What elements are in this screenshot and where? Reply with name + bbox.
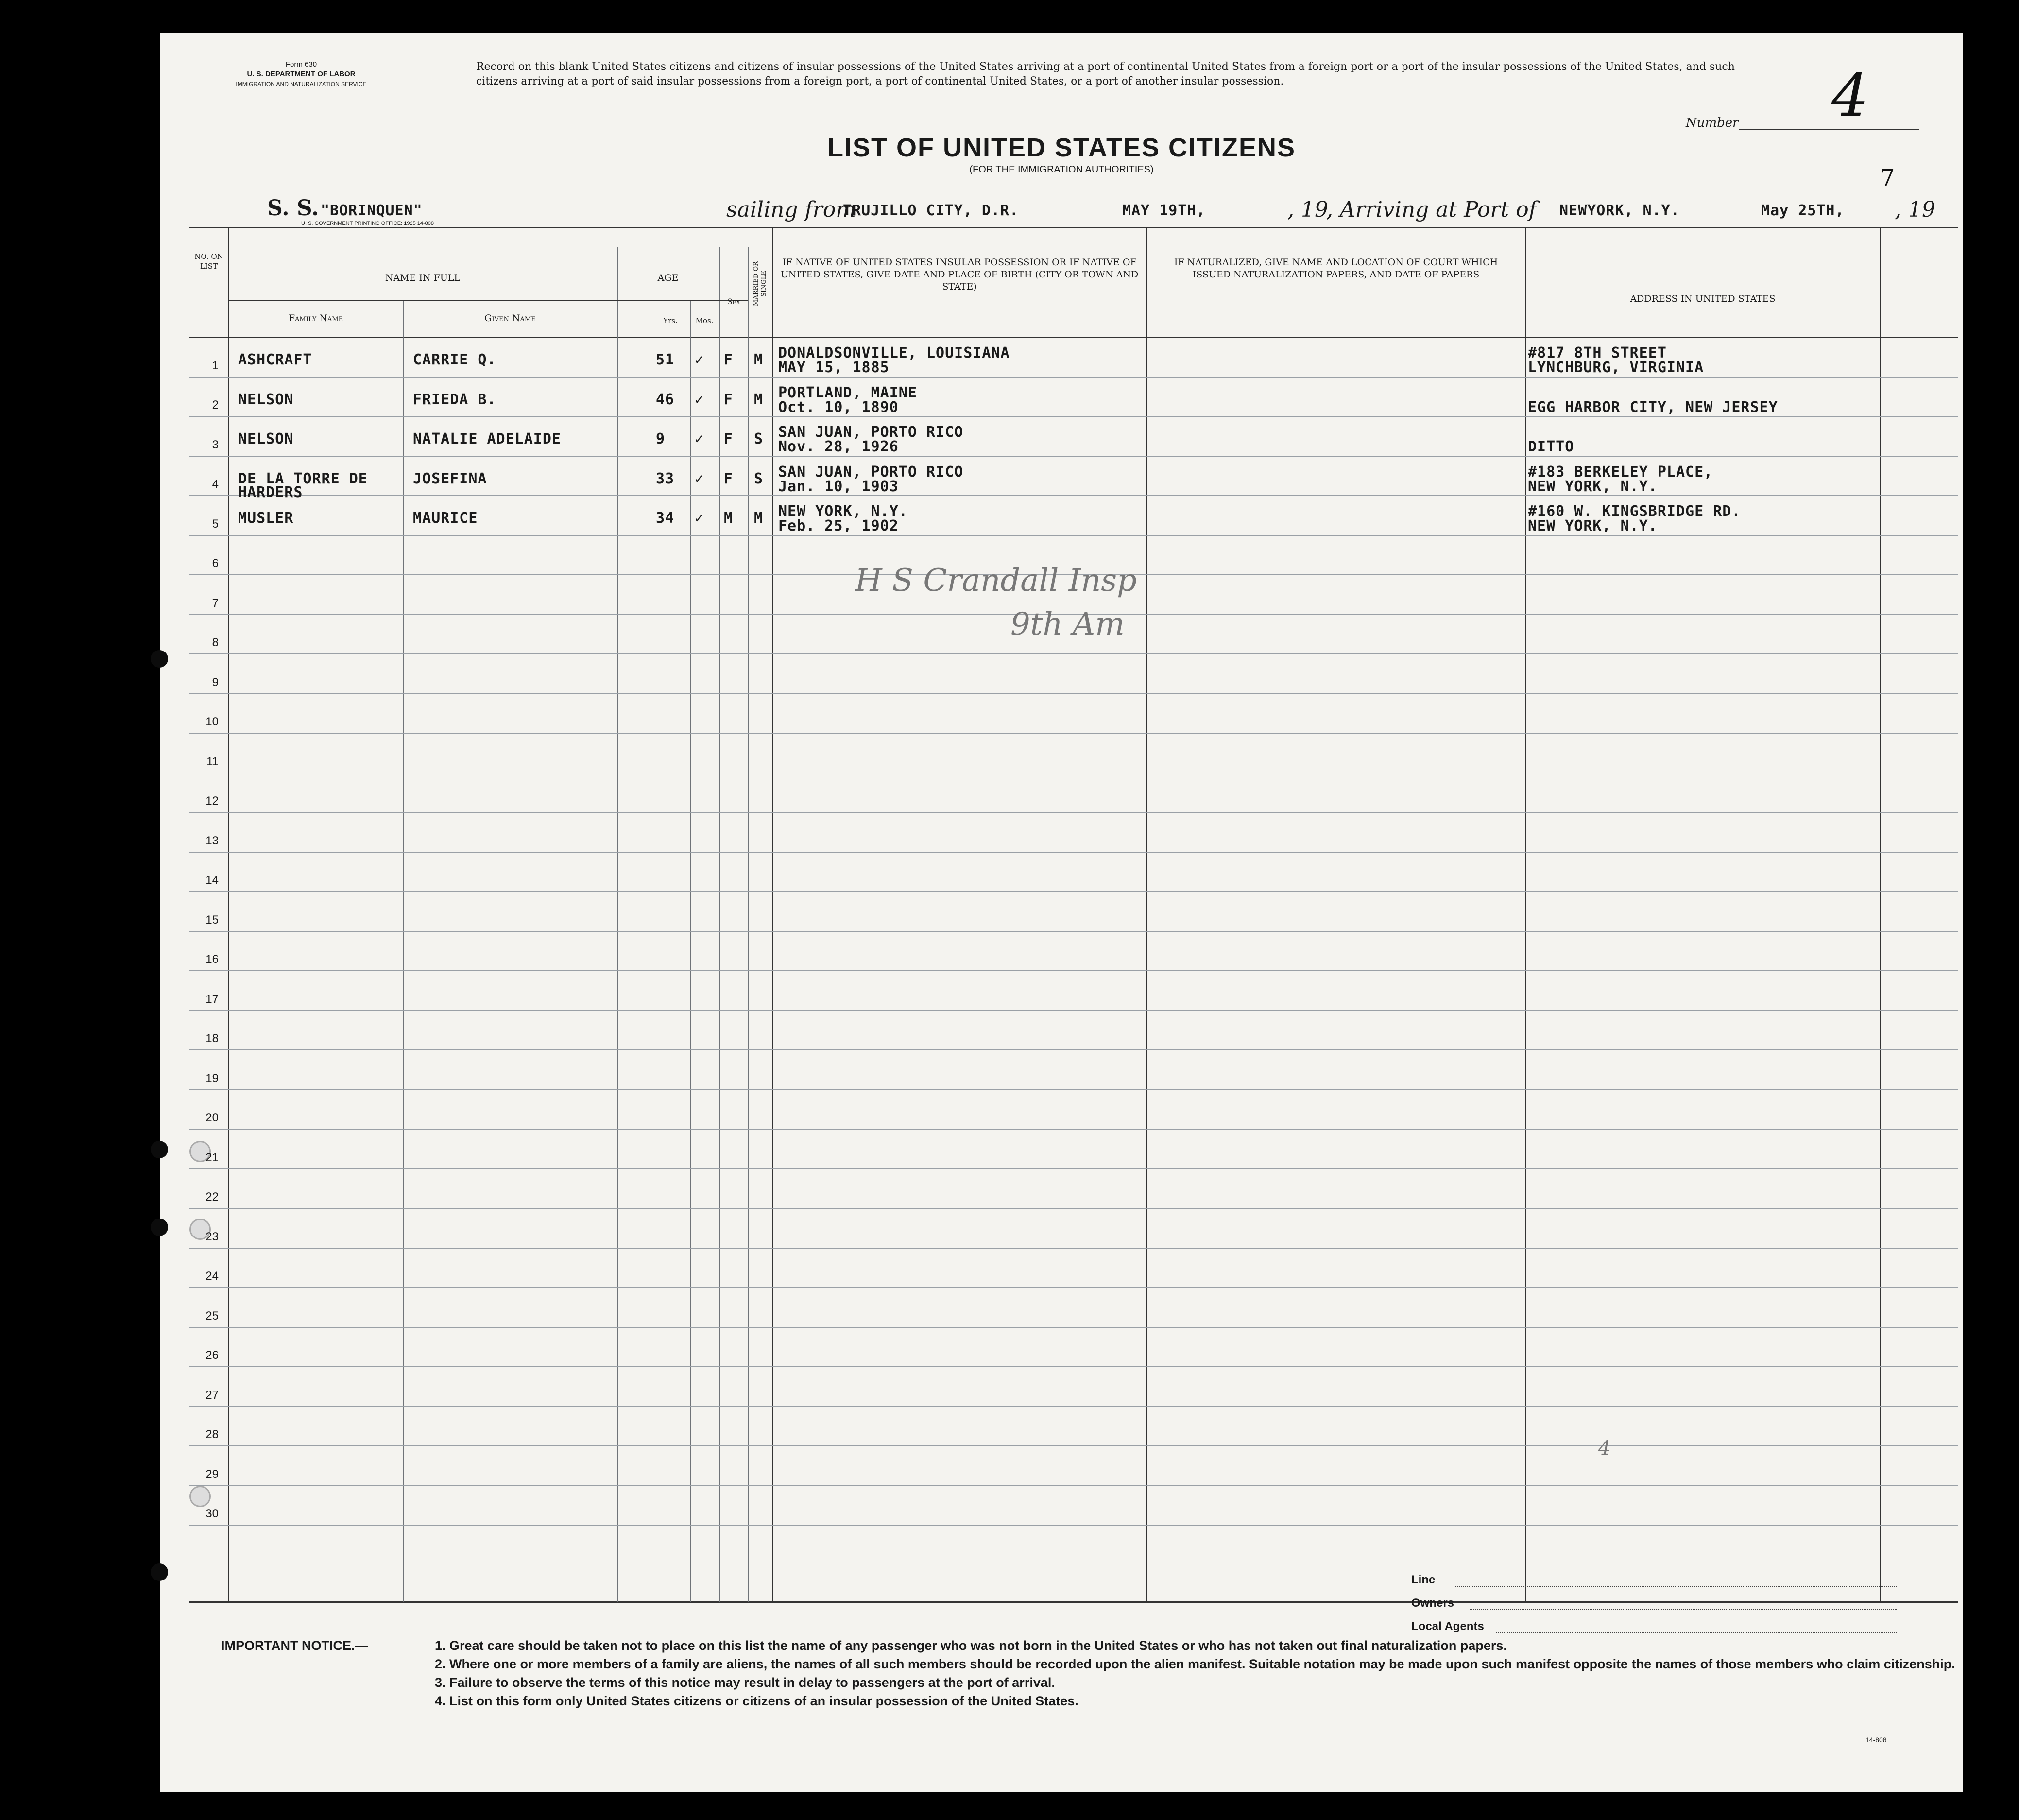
sex: F	[724, 470, 734, 487]
owners-label: Owners	[1411, 1597, 1454, 1610]
address-line2: LYNCHBURG, VIRGINIA	[1528, 359, 1704, 376]
table-row	[189, 503, 1880, 549]
table-row	[189, 344, 1880, 390]
row-number: 7	[212, 596, 219, 610]
address-line2: EGG HARBOR CITY, NEW JERSEY	[1528, 398, 1778, 416]
age-years: 9	[656, 430, 666, 447]
row-rule	[189, 733, 1958, 734]
row-rule	[189, 1485, 1958, 1486]
ship-name: "BORINQUEN"	[321, 202, 423, 219]
table-row	[189, 384, 1880, 430]
sailing-from: TRUJILLO CITY, D.R.	[843, 202, 1019, 219]
birth-place: PORTLAND, MAINE	[778, 384, 917, 401]
row-rule	[189, 1168, 1958, 1169]
form-number: Form 630	[285, 60, 317, 69]
row-rule	[189, 1287, 1958, 1288]
address-line1: #183 BERKELEY PLACE,	[1528, 463, 1713, 481]
age-years: 51	[656, 351, 675, 368]
birth-place: SAN JUAN, PORTO RICO	[778, 424, 964, 441]
row-rule	[189, 1406, 1958, 1407]
birth-date: Oct. 10, 1890	[778, 398, 899, 416]
age-months: ✓	[695, 351, 704, 368]
line-label: Line	[1411, 1573, 1436, 1586]
row-number: 25	[205, 1309, 219, 1322]
notice-item: 3. Failure to observe the terms of this notice may result in delay to passengers at the port of arrival.	[435, 1675, 1055, 1690]
row-rule	[189, 1049, 1958, 1050]
row-number: 2	[212, 398, 219, 412]
arrival-port: NEWYORK, N.Y.	[1559, 202, 1680, 219]
family-name: NELSON	[238, 430, 294, 447]
row-number: 1	[212, 359, 219, 372]
arrival-date: May 25TH,	[1761, 202, 1845, 219]
col-header-age: AGE	[657, 273, 679, 283]
age-years: 33	[656, 470, 675, 487]
col-header-yrs: Yrs.	[663, 316, 678, 325]
punch-hole	[151, 650, 168, 668]
row-number: 15	[205, 913, 219, 927]
number-label: Number	[1686, 116, 1739, 130]
row-number: 27	[205, 1388, 219, 1402]
row-number: 14	[205, 874, 219, 887]
form-id-block	[204, 60, 398, 89]
row-number: 6	[212, 557, 219, 570]
service-name: IMMIGRATION AND NATURALIZATION SERVICE	[236, 81, 367, 87]
birth-place: NEW YORK, N.Y.	[778, 503, 908, 520]
row-number: 8	[212, 636, 219, 649]
col-header-name: NAME IN FULL	[385, 273, 461, 283]
row-number: 16	[205, 953, 219, 966]
row-rule	[189, 1366, 1958, 1367]
arriving-label: , Arriving at Port of	[1326, 197, 1537, 222]
age-years: 34	[656, 510, 675, 527]
birth-date: Jan. 10, 1903	[778, 478, 899, 495]
notice-item: 2. Where one or more members of a family are aliens, the names of all such members should be recorded upon the alien manifest. Suitable notation may be made upon such manifest opposite the names of those members who claim citizenship.	[435, 1657, 1955, 1671]
row-number: 10	[205, 715, 219, 728]
sailing-date: MAY 19TH,	[1122, 202, 1206, 219]
form-instructions: Record on this blank United States citizens and citizens of insular possessions of the United States arriving at a port of continental United States from a foreign port or a port of the insular possessions of the United States, and such citizens arriving at a port of said insular possessions from a foreign port, a port of continental United States, or a port of another insular possession.	[476, 61, 1735, 87]
col-header-mos: Mos.	[695, 316, 714, 325]
footer-fields	[1411, 1573, 1897, 1643]
col-header-married: MARRIED OR SINGLE	[753, 261, 768, 306]
family-name: DE LA TORRE DE	[238, 470, 368, 487]
number-field	[1686, 62, 1919, 135]
address-line1: #817 8TH STREET	[1528, 344, 1667, 361]
row-number: 28	[205, 1428, 219, 1441]
sex: F	[724, 391, 734, 408]
inspector-signature: H S Crandall Insp	[855, 563, 1137, 599]
notice-item: 1. Great care should be taken not to place on this list the name of any passenger who was not born in the United States or who has not taken out final naturalization papers.	[435, 1638, 1507, 1653]
given-name: JOSEFINA	[413, 470, 487, 487]
sex: F	[724, 430, 734, 447]
sex: M	[724, 510, 734, 527]
row-number: 23	[205, 1230, 219, 1243]
birth-place: DONALDSONVILLE, LOUISIANA	[778, 344, 1010, 361]
punch-hole	[151, 1563, 168, 1581]
sex: F	[724, 351, 734, 368]
row-number: 5	[212, 517, 219, 531]
row-number: 19	[205, 1071, 219, 1085]
row-rule	[189, 653, 1958, 654]
col-header-birth: IF NATIVE OF UNITED STATES INSULAR POSSESSION OR IF NATIVE OF UNITED STATES, GIVE DATE AND PLACE OF BIRTH (CITY OR TOWN AND STATE)	[780, 257, 1139, 292]
row-rule	[189, 891, 1958, 892]
age-months: ✓	[695, 470, 704, 487]
birth-date: MAY 15, 1885	[778, 359, 890, 376]
row-number: 30	[205, 1507, 219, 1520]
row-rule	[189, 1248, 1958, 1249]
row-number: 12	[205, 794, 219, 807]
row-number: 9	[212, 675, 219, 689]
row-number: 17	[205, 992, 219, 1006]
manifest-sheet	[160, 33, 1963, 1792]
family-name: MUSLER	[238, 510, 294, 527]
sailing-label: sailing from	[726, 197, 856, 222]
punch-hole	[151, 1219, 168, 1236]
address-line2: NEW YORK, N.Y.	[1528, 517, 1658, 534]
inspector-note: 9th Am	[1010, 606, 1125, 642]
col-header-naturalized: IF NATURALIZED, GIVE NAME AND LOCATION OF COURT WHICH ISSUED NATURALIZATION PAPERS, AND DATE OF PAPERS	[1174, 257, 1498, 280]
family-name: ASHCRAFT	[238, 351, 312, 368]
address-line2: DITTO	[1528, 438, 1574, 455]
arrival-year: , 19	[1895, 197, 1935, 222]
row-rule	[189, 1129, 1958, 1130]
row-rule	[189, 931, 1958, 932]
row-number: 21	[205, 1150, 219, 1164]
sailing-year: , 19	[1287, 197, 1328, 222]
number-value: 4	[1831, 62, 1869, 130]
margin-mark: 4	[1598, 1437, 1611, 1459]
col-header-family: Family Name	[288, 313, 343, 324]
row-rule	[189, 693, 1958, 694]
col-header-address: ADDRESS IN UNITED STATES	[1630, 293, 1776, 304]
col-header-no: NO. ON LIST	[194, 252, 223, 271]
form-code: 14-808	[1865, 1736, 1887, 1744]
row-number: 4	[212, 478, 219, 491]
important-notice	[221, 1636, 1980, 1710]
family-name: NELSON	[238, 391, 294, 408]
row-number: 18	[205, 1032, 219, 1045]
birth-date: Nov. 28, 1926	[778, 438, 899, 455]
row-number: 3	[212, 438, 219, 451]
given-name: MAURICE	[413, 510, 478, 527]
age-years: 46	[656, 391, 675, 408]
row-number: 29	[205, 1467, 219, 1481]
row-number: 22	[205, 1190, 219, 1203]
agents-label: Local Agents	[1411, 1620, 1484, 1633]
address-line2: NEW YORK, N.Y.	[1528, 478, 1658, 495]
row-rule	[189, 852, 1958, 853]
row-rule	[189, 1525, 1958, 1526]
row-rule	[189, 1327, 1958, 1328]
age-months: ✓	[695, 430, 704, 447]
department-name: U. S. DEPARTMENT OF LABOR	[247, 70, 356, 78]
page-title: LIST OF UNITED STATES CITIZENS	[827, 133, 1296, 162]
punch-hole	[151, 1141, 168, 1158]
given-name: CARRIE Q.	[413, 351, 496, 368]
row-number: 24	[205, 1270, 219, 1283]
notice-item: 4. List on this form only United States citizens or citizens of an insular possession of the United States.	[435, 1694, 1078, 1708]
row-number: 11	[206, 755, 219, 768]
given-name: NATALIE ADELAIDE	[413, 430, 561, 447]
col-header-sex: Sex	[727, 297, 740, 306]
age-months: ✓	[695, 391, 704, 408]
row-rule	[189, 1089, 1958, 1090]
page-subtitle: (FOR THE IMMIGRATION AUTHORITIES)	[969, 164, 1154, 175]
ship-prefix: S. S.	[267, 196, 319, 221]
row-number: 13	[205, 834, 219, 847]
age-months: ✓	[695, 510, 704, 527]
page-mark: 7	[1880, 164, 1895, 191]
row-rule	[189, 1010, 1958, 1011]
row-number: 20	[205, 1111, 219, 1124]
given-name: FRIEDA B.	[413, 391, 496, 408]
row-rule	[189, 1208, 1958, 1209]
marital-status: S	[754, 470, 764, 487]
printing-office: U. S. GOVERNMENT PRINTING OFFICE: 1925 14-808	[301, 221, 434, 226]
row-rule	[189, 1445, 1958, 1446]
passenger-table	[189, 227, 1958, 1605]
address-line1: #160 W. KINGSBRIDGE RD.	[1528, 503, 1741, 520]
row-rule	[189, 812, 1958, 813]
col-header-given: Given Name	[484, 313, 536, 324]
marital-status: M	[754, 391, 764, 408]
marital-status: S	[754, 430, 764, 447]
birth-date: Feb. 25, 1902	[778, 517, 899, 534]
birth-place: SAN JUAN, PORTO RICO	[778, 463, 964, 481]
notice-heading: IMPORTANT NOTICE.—	[221, 1638, 368, 1653]
marital-status: M	[754, 510, 764, 527]
family-name-cont: HARDERS	[238, 483, 303, 501]
row-rule	[189, 970, 1958, 971]
row-number: 26	[205, 1349, 219, 1362]
marital-status: M	[754, 351, 764, 368]
